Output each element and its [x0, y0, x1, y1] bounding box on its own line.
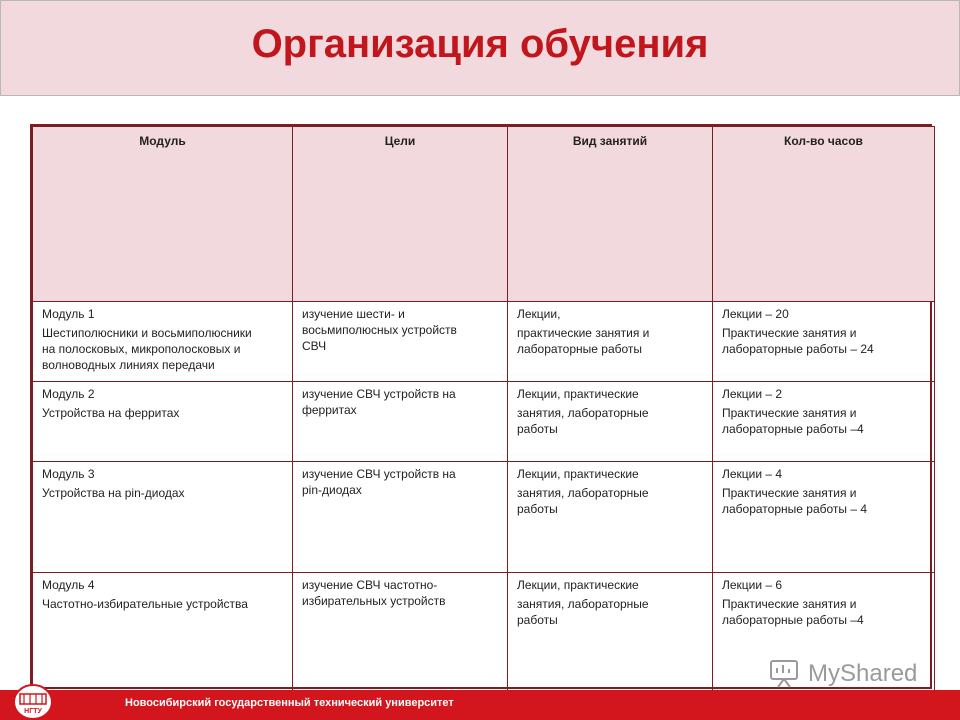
lesson-type-cell — [508, 462, 713, 573]
cell-line: на полосковых, микрополосковых и — [42, 342, 241, 356]
university-logo — [12, 682, 54, 720]
header-lesson-type: Вид занятий — [508, 127, 713, 302]
goals-cell — [293, 462, 508, 573]
goals-cell — [293, 573, 508, 691]
goals-cell — [293, 382, 508, 462]
cell-line: изучение шести- и — [302, 307, 405, 321]
cell-line: изучение СВЧ устройств на — [302, 387, 456, 401]
cell-line: избирательных устройств — [302, 594, 446, 608]
myshared-watermark — [768, 658, 928, 690]
goals-cell — [293, 302, 508, 382]
slide-footer — [0, 690, 960, 720]
cell-line: занятия, лабораторные — [517, 486, 649, 500]
table-row — [33, 302, 935, 382]
table-row — [33, 382, 935, 462]
header-goals: Цели — [293, 127, 508, 302]
module-cell — [33, 382, 293, 462]
cell-line: Модуль 1 — [42, 307, 95, 321]
cell-line: изучение СВЧ частотно- — [302, 578, 438, 592]
curriculum-table-wrapper — [30, 124, 932, 689]
hours-cell — [713, 462, 935, 573]
module-cell — [33, 573, 293, 691]
table-row — [33, 462, 935, 573]
module-cell — [33, 462, 293, 573]
cell-line: Модуль 2 — [42, 387, 95, 401]
cell-line: Устройства на ферритах — [42, 406, 180, 420]
cell-line: лабораторные работы – 24 — [722, 342, 874, 356]
curriculum-table — [32, 126, 935, 691]
cell-line: Модуль 3 — [42, 467, 95, 481]
cell-line: работы — [517, 613, 558, 627]
cell-line: лабораторные работы –4 — [722, 422, 864, 436]
cell-line: Практические занятия и — [722, 326, 857, 340]
cell-line: Практические занятия и — [722, 597, 857, 611]
lesson-type-cell — [508, 573, 713, 691]
hours-cell — [713, 382, 935, 462]
cell-line: Шестиполюсники и восьмиполюсники — [42, 326, 252, 340]
slide-title: Организация обучения — [251, 22, 709, 66]
cell-line: Лекции – 2 — [722, 387, 783, 401]
watermark-label: MyShared — [808, 660, 918, 687]
cell-line: Лекции – 20 — [722, 307, 789, 321]
cell-line: Лекции, практические — [517, 387, 639, 401]
cell-line: волноводных линиях передачи — [42, 358, 215, 372]
cell-line: работы — [517, 502, 558, 516]
cell-line: Лекции, практические — [517, 467, 639, 481]
cell-line: Устройства на pin-диодах — [42, 486, 185, 500]
cell-line: Частотно-избирательные устройства — [42, 597, 248, 611]
cell-line: Практические занятия и — [722, 406, 857, 420]
cell-line: Практические занятия и — [722, 486, 857, 500]
cell-line: работы — [517, 422, 558, 436]
cell-line: Лекции, — [517, 307, 561, 321]
cell-line: восьмиполюсных устройств — [302, 323, 457, 337]
cell-line: занятия, лабораторные — [517, 597, 649, 611]
cell-line: Лекции – 6 — [722, 578, 783, 592]
header-module: Модуль — [33, 127, 293, 302]
header-hours: Кол-во часов — [713, 127, 935, 302]
cell-line: изучение СВЧ устройств на — [302, 467, 456, 481]
cell-line: СВЧ — [302, 339, 327, 353]
presentation-icon — [771, 661, 797, 687]
table-header-row — [33, 127, 935, 302]
cell-line: Модуль 4 — [42, 578, 95, 592]
svg-text:НГТУ: НГТУ — [24, 708, 42, 715]
cell-line: Лекции – 4 — [722, 467, 783, 481]
cell-line: лабораторные работы –4 — [722, 613, 864, 627]
cell-line: лабораторные работы — [517, 342, 643, 356]
cell-line: лабораторные работы – 4 — [722, 502, 868, 516]
module-cell — [33, 302, 293, 382]
cell-line: Лекции, практические — [517, 578, 639, 592]
cell-line: ферритах — [302, 403, 357, 417]
cell-line: занятия, лабораторные — [517, 406, 649, 420]
lesson-type-cell — [508, 302, 713, 382]
hours-cell — [713, 302, 935, 382]
lesson-type-cell — [508, 382, 713, 462]
footer-university-name: Новосибирский государственный технический университет — [125, 697, 454, 709]
cell-line: практические занятия и — [517, 326, 650, 340]
cell-line: pin-диодах — [302, 483, 362, 497]
